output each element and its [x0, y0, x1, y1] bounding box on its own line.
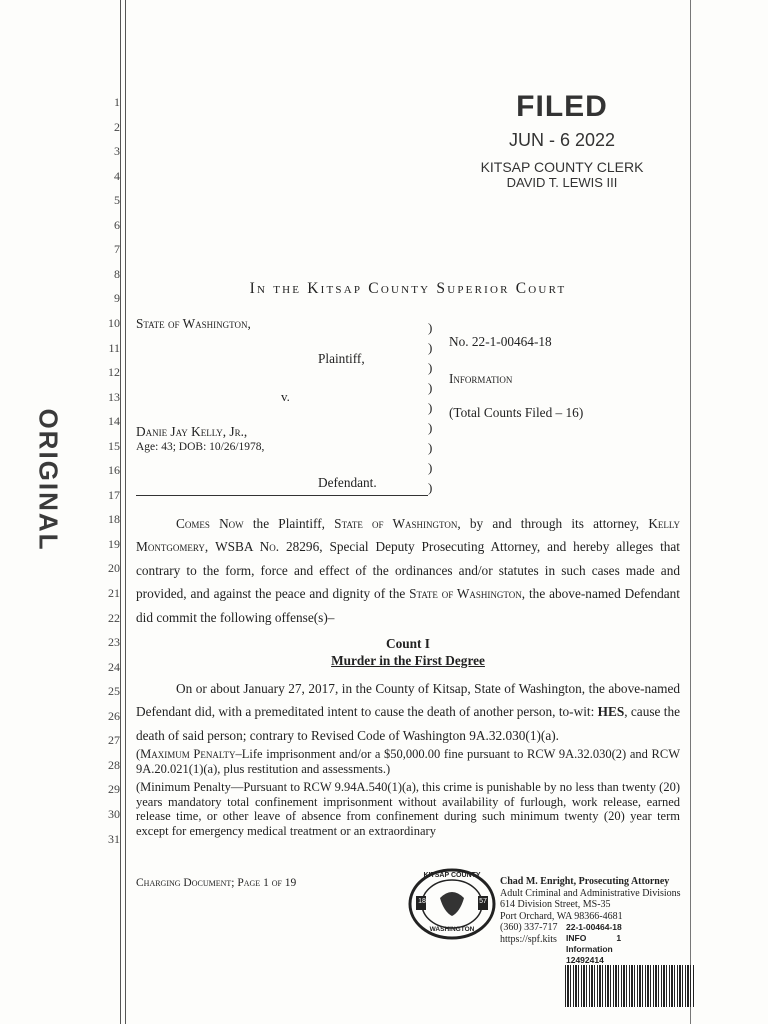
clerk-case-number: 22-1-00464-18	[566, 922, 622, 932]
line-number: 5	[114, 193, 120, 208]
wsba-label: WSBA No.	[215, 539, 280, 555]
office-title: Chad M. Enright, Prosecuting Attorney	[500, 876, 670, 887]
line-number: 23	[108, 635, 120, 650]
count-heading: Count I	[386, 636, 430, 651]
line-number: 19	[108, 536, 120, 551]
seal-right-number: 57	[479, 898, 487, 905]
line-number: 13	[108, 389, 120, 404]
court-title: In the Kitsap County Superior Court	[249, 280, 567, 297]
plaintiff-name: State of Washington,	[136, 316, 251, 331]
line-number: 31	[108, 831, 120, 846]
victim-initials: HES	[597, 704, 625, 720]
line-number: 12	[108, 365, 120, 380]
line-number: 24	[108, 659, 120, 674]
right-margin-rule	[690, 0, 691, 1024]
original-stamp: ORIGINAL	[33, 408, 64, 552]
defendant-name: Danie Jay Kelly, Jr.,	[136, 424, 248, 439]
office-line-5: https://spf.kits	[500, 933, 557, 945]
clerk-line-2: DAVID T. LEWIS III	[506, 175, 618, 190]
total-counts: (Total Counts Filed – 16)	[449, 405, 584, 420]
line-number: 30	[108, 806, 120, 821]
left-margin-rule-1	[120, 0, 121, 1024]
office-line-1: Adult Criminal and Administrative Divisions	[500, 887, 681, 899]
line-number: 17	[108, 487, 120, 502]
intro-paragraph: Comes Now the Plaintiff, State of Washington, by and through its attorney, Kelly Montgomery, WSBA No. 28296, Special Deputy Prosecuting Attorney, and hereby alleges that contrary to the form, force and effect of the ordinances and/or statutes in such cases made and provided, and against the peace and dignity of the State of Washington, the above-named Defendant did commit the following offense(s)–	[136, 516, 681, 625]
clerk-code: INFO 1	[566, 933, 622, 943]
case-number: No. 22-1-00464-18	[449, 334, 552, 349]
office-line-3: Port Orchard, WA 98366-4681	[500, 910, 623, 922]
line-number: 25	[108, 684, 120, 699]
county-seal	[408, 868, 496, 940]
clerk-line-1: KITSAP COUNTY CLERK	[480, 159, 644, 175]
line-number: 27	[108, 733, 120, 748]
state-name: State of Washington	[334, 516, 458, 531]
line-number: 8	[114, 266, 120, 281]
comes-now: Comes Now	[176, 516, 244, 531]
line-number: 14	[108, 414, 120, 429]
caption-parentheses: ) ) ) ) ) ) ) ) )	[428, 320, 433, 495]
line-number: 15	[108, 438, 120, 453]
line-number: 9	[114, 291, 120, 306]
state-name-2: State of Washington	[409, 586, 522, 602]
line-number: 11	[108, 340, 120, 355]
defendant-role: Defendant.	[318, 475, 377, 490]
count-title: Murder in the First Degree	[331, 653, 485, 668]
seal-top-text: KITSAP COUNTY	[423, 872, 481, 879]
line-number: 16	[108, 463, 120, 478]
line-number: 18	[108, 512, 120, 527]
filed-stamp	[472, 90, 652, 190]
caption-rule	[136, 495, 428, 496]
clerk-description: Information	[566, 944, 613, 954]
filed-date: JUN - 6 2022	[508, 130, 616, 150]
clerk-id: 12492414	[566, 955, 604, 965]
filed-word: FILED	[516, 90, 608, 123]
barcode	[565, 965, 695, 1007]
seal-bottom-text: WASHINGTON	[429, 926, 475, 933]
line-number: 1	[114, 95, 120, 109]
document-type: Information	[449, 371, 513, 386]
line-number: 26	[108, 708, 120, 723]
attorney-name: Kelly Montgomery	[136, 516, 681, 555]
line-number: 4	[114, 168, 120, 183]
line-number: 29	[108, 782, 120, 797]
left-margin-rule-2	[125, 0, 126, 1024]
line-number: 22	[108, 610, 120, 625]
clerk-label	[564, 922, 624, 966]
page-footer: Charging Document; Page 1 of 19	[136, 877, 297, 889]
minimum-penalty: (Minimum Penalty—Pursuant to RCW 9.94A.540(1)(a), this crime is punishable by no less than twenty (20) years mandatory total confinement imprisonment without availability of furlough, work release, earned release time, or other leave of absence from confinement during such minimum twenty (20) year term except for emergency medical treatment or an extraordinary	[136, 780, 680, 838]
plaintiff-role: Plaintiff,	[318, 351, 365, 366]
line-number: 3	[114, 144, 120, 159]
line-number: 2	[114, 119, 120, 134]
line-number: 28	[108, 757, 120, 772]
line-number: 20	[108, 561, 120, 576]
line-number: 10	[108, 315, 120, 330]
line-number: 6	[114, 217, 120, 232]
defendant-info: Age: 43; DOB: 10/26/1978,	[136, 441, 265, 453]
office-line-4: (360) 337-717	[500, 922, 558, 933]
count-paragraph: On or about January 27, 2017, in the County of Kitsap, State of Washington, the above-named Defendant did, with a premeditated intent to cause the death of another person, to-wit: HES, cause the death of said person; contrary to Revised Code of Washington 9A.32.030(1)(a).	[136, 681, 680, 743]
versus: v.	[281, 389, 290, 404]
line-number: 7	[114, 242, 120, 257]
seal-left-number: 18	[418, 898, 426, 905]
office-line-2: 614 Division Street, MS-35	[500, 899, 611, 910]
line-number: 21	[108, 586, 120, 600]
maximum-penalty: (Maximum Penalty–Life imprisonment and/or a $50,000.00 fine pursuant to RCW 9A.32.030(2) and RCW 9A.20.021(1)(a), plus restitution and assessments.)	[136, 747, 680, 776]
